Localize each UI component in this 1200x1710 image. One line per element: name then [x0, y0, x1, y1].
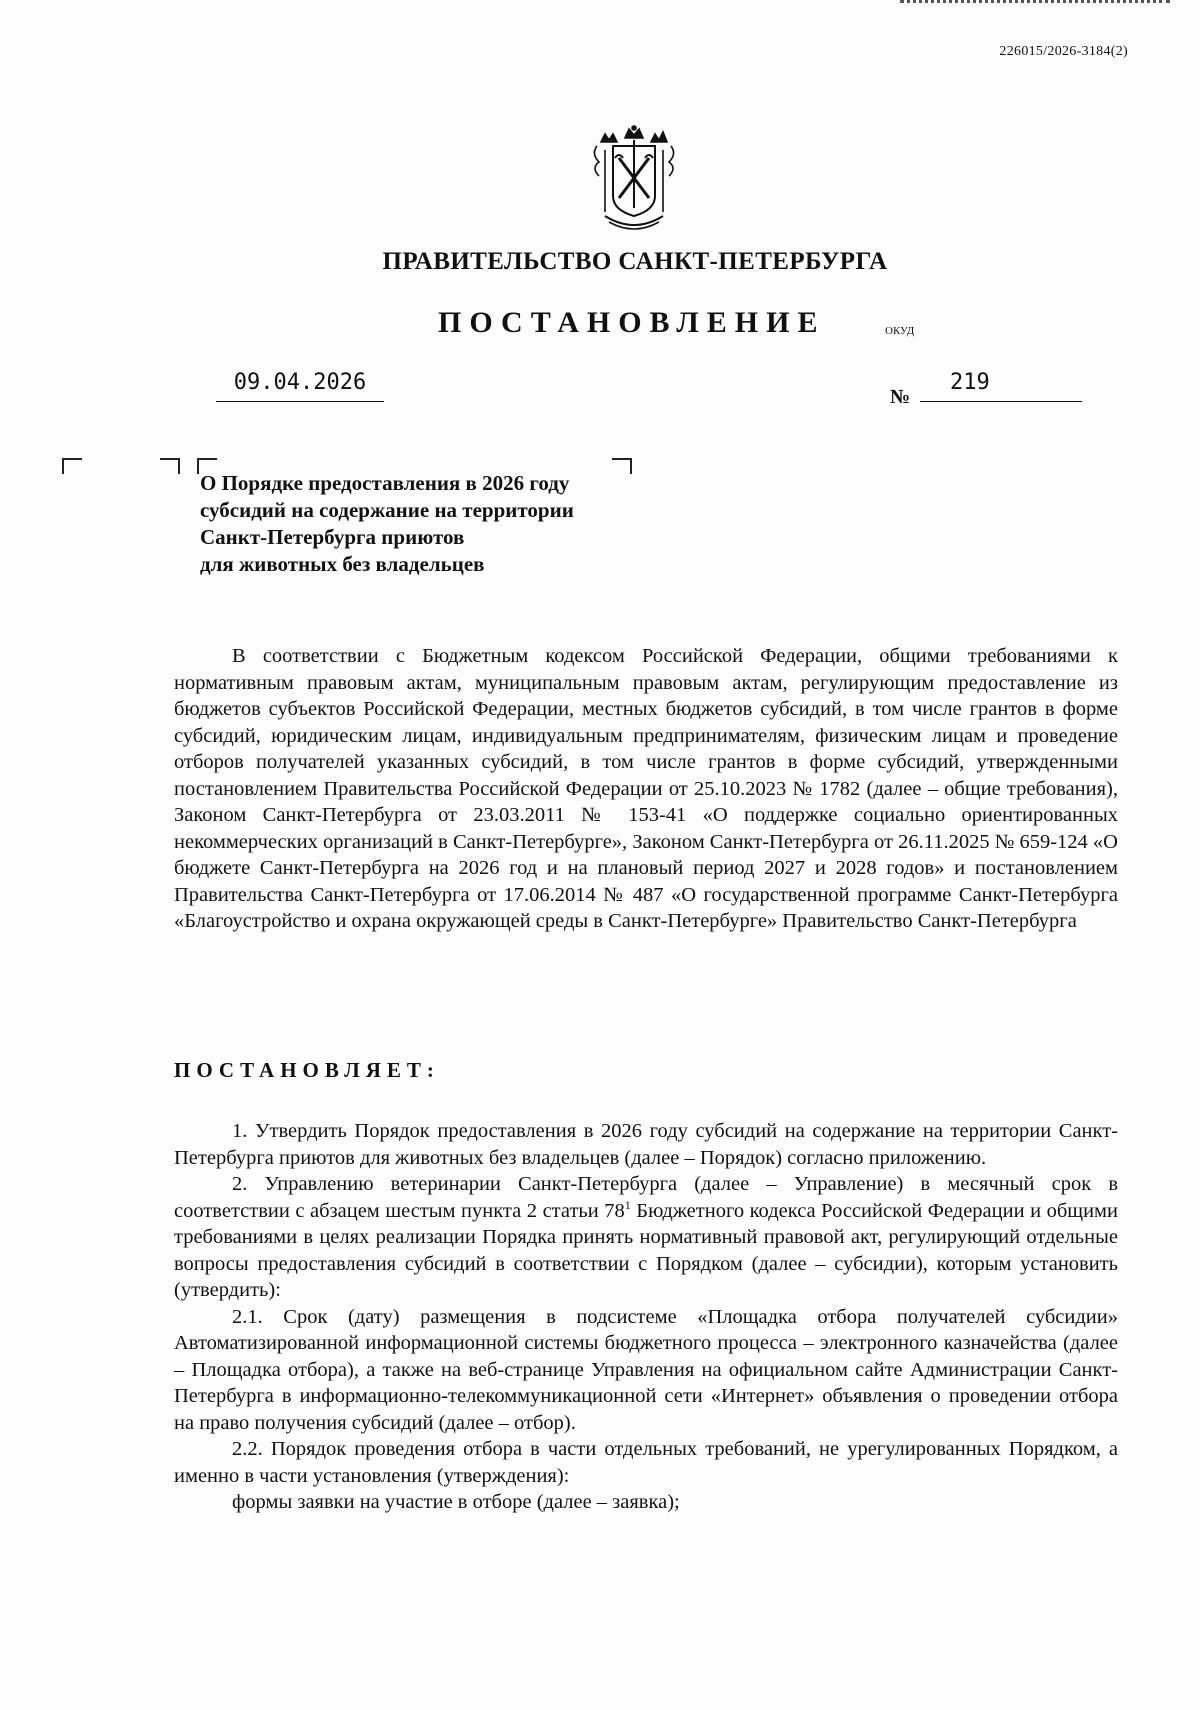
frame-corner-mark [160, 458, 180, 474]
item-2-text-b: Бюджетного кодекса Российской Федерации и общими требованиями в целях реализации Порядка принять нормативный правовой акт, регулирующий отдельные вопросы предоставления субсидий в соответствии с Порядком (далее – субсидии), которым установить (утвердить): [174, 1199, 1118, 1301]
subject-line: для животных без владельцев [200, 552, 485, 576]
scan-edge-mark [900, 0, 1170, 9]
document-type: ПОСТАНОВЛЕНИЕ [438, 306, 826, 339]
number-sign: № [890, 386, 911, 408]
preamble [174, 643, 1118, 935]
item-2-1: 2.1. Срок (дату) размещения в подсистеме «Площадка отбора получателей субсидии» Автоматизированной информационной системы бюджетного процесса – электронного казначейства (далее – Площадка отбора), а также на веб-странице Управления на официальном сайте Администрации Санкт-Петербурга в информационно-телекоммуникационной сети «Интернет» объявления о проведении отбора на право получения субсидий (далее – отбор). [174, 1305, 1118, 1434]
coat-of-arms-icon [587, 124, 681, 234]
item-2-superscript: 1 [624, 1197, 631, 1212]
document-subject [200, 470, 660, 578]
okud-label: ОКУД [885, 325, 915, 337]
subject-line: субсидий на содержание на территории [200, 498, 574, 522]
item-1: 1. Утвердить Порядок предоставления в 2026 году субсидий на содержание на территории Санкт-Петербурга приютов для животных без владельцев (далее – Порядок) согласно приложению. [174, 1120, 1118, 1169]
subject-line: Санкт-Петербурга приютов [200, 525, 465, 549]
preamble-text: В соответствии с Бюджетным кодексом Российской Федерации, общими требованиями к нормативным правовым актам, муниципальным правовым актам, регулирующим предоставление из бюджетов субъектов Российской Федерации, местных бюджетов субсидий, в том числе грантов в форме субсидий, юридическим лицам, индивидуальным предпринимателям, физическим лицам и проведение отборов получателей указанных субсидий, в том числе грантов в форме субсидий, утвержденными постановлением Правительства Российской Федерации от 25.10.2023 № 1782 (далее – общие требования), Законом Санкт-Петербурга от 23.03.2011 № 153-41 «О поддержке социально ориентированных некоммерческих организаций в Санкт-Петербурге», Законом Санкт-Петербурга от 26.11.2025 № 659-124 «О бюджете Санкт-Петербурга на 2026 год и на плановый период 2027 и 2028 годов» и постановлением Правительства Санкт-Петербурга от 17.06.2014 № 487 «О государственной программе Санкт-Петербурга «Благоустройство и охрана окружающей среды в Санкт-Петербурге» Правительство Санкт-Петербурга [174, 645, 1118, 932]
item-2 [174, 1171, 1118, 1304]
item-2-2-a: формы заявки на участие в отборе (далее – заявка); [232, 1491, 680, 1513]
resolves-heading: ПОСТАНОВЛЯЕТ: [174, 1058, 440, 1082]
resolution-items [174, 1118, 1118, 1516]
document-code: 226015/2026-3184(2) [999, 44, 1128, 59]
item-2-2: 2.2. Порядок проведения отбора в части отдельных требований, не урегулированных Порядком, а именно в части установления (утверждения): [174, 1438, 1118, 1487]
document-number: 219 [920, 370, 1082, 402]
subject-line: О Порядке предоставления в 2026 году [200, 471, 570, 495]
organization-title: ПРАВИТЕЛЬСТВО САНКТ-ПЕТЕРБУРГА [382, 248, 888, 275]
document-date: 09.04.2026 [216, 370, 384, 402]
item-2-text-a: 2. Управлению ветеринарии Санкт-Петербурга (далее – Управление) в месячный срок в соответствии с абзацем шестым пункта 2 статьи 78 [174, 1173, 1118, 1222]
frame-corner-mark [62, 458, 82, 474]
